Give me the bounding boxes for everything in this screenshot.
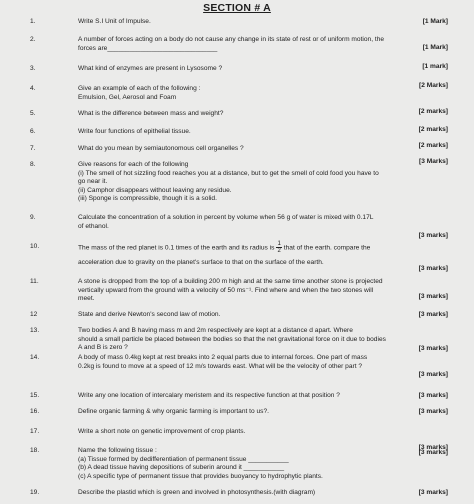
question-marks: [1 mark] <box>422 63 448 70</box>
question-marks: [3 marks] <box>418 449 448 456</box>
question-number: 17. <box>30 428 40 435</box>
question-marks: [3 marks] <box>418 392 448 399</box>
question-number: 19. <box>30 489 40 496</box>
question-text: What kind of enzymes are present in Lysosome ? <box>78 65 223 72</box>
question-marks: [2 marks] <box>418 126 448 133</box>
question-text: Give an example of each of the following : Emulsion, Gel, Aerosol and Foam <box>78 85 201 101</box>
question-text: What do you mean by semiautonomous cell organelles ? <box>78 145 244 152</box>
question-marks: [3 marks] <box>418 444 448 451</box>
section-title: SECTION # A <box>203 2 271 14</box>
question-text: A stone is dropped from the top of a building 200 m high and at the same time another stone is projected vertically upward from the ground with a velocity of 50 ms⁻¹. Find where and when the two stones will meet. <box>78 278 383 303</box>
question-marks: [3 marks] <box>418 489 448 496</box>
question-text: Calculate the concentration of a solution in percent by volume when 56 g of water is mixed with 0.17L of ethanol. <box>78 214 374 230</box>
question-marks: [2 marks] <box>418 142 448 149</box>
question-number: 14. <box>30 354 40 361</box>
question-text: Write four functions of epithelial tissue. <box>78 128 191 135</box>
question-number: 13. <box>30 327 40 334</box>
question-number: 9. <box>30 214 36 221</box>
question-marks: [3 marks] <box>418 311 448 318</box>
question-marks: [3 marks] <box>418 408 448 415</box>
question-marks: [3 Marks] <box>419 158 448 165</box>
question-number: 7. <box>30 145 36 152</box>
question-number: 11. <box>30 278 39 285</box>
question-text: Give reasons for each of the following (i) The smell of hot sizzling food reaches you at a distance, but to get the smell of cold food you have to go near it. (ii) Camphor disappears without leaving any residue. (iii) Sponge is compressible, though it is a solid. <box>78 161 379 203</box>
question-text: What is the difference between mass and weight? <box>78 110 224 117</box>
question-text: Write any one location of intercalary meristem and its respective function at that position ? <box>78 392 340 399</box>
question-number: 5. <box>30 110 36 117</box>
question-number: 12 <box>30 311 38 318</box>
question-text: Name the following tissue : (a) Tissue formed by dedifferentiation of permanent tissue ___________ (b) A dead tissue having depositions of suberin around it ___________ (c) A specific type of permanent tissue that provides buoyancy to hydrophytic plants. <box>78 447 323 480</box>
question-number: 4. <box>30 85 36 92</box>
question-number: 2. <box>30 36 36 43</box>
question-text: Write a short note on genetic improvement of crop plants. <box>78 428 246 435</box>
question-marks: [3 marks] <box>418 265 448 272</box>
question-text: Write S.I Unit of Impulse. <box>78 18 151 25</box>
question-number: 15. <box>30 392 40 399</box>
question-marks: [3 marks] <box>418 371 448 378</box>
question-text: Define organic farming & why organic farming is important to us?. <box>78 408 269 415</box>
fraction-one-half: $\frac{1}{2}$ <box>277 241 281 254</box>
question-text: Two bodies A and B having mass m and 2m respectively are kept at a distance d apart. Where should a small particle be placed between the bodies so that the net gravitational force on it due to bodies A and B is zero ? <box>78 327 386 352</box>
question-text: The mass of the red planet is 0.1 times of the earth and its radius is $\frac{1}{2}$ that of the earth. compare the acceleration due to gravity on the planet's surface to that on the surface of the earth. <box>78 241 371 266</box>
question-marks: [2 marks] <box>418 108 448 115</box>
question-marks: [3 marks] <box>418 345 448 352</box>
question-marks: [3 marks] <box>418 232 448 239</box>
question-text: A body of mass 0.4kg kept at rest breaks into 2 equal parts due to internal forces. One part of mass 0.2kg is found to move at a speed of 12 m/s towards east. What will be the velocity of other part ? <box>78 354 368 370</box>
question-number: 8. <box>30 161 36 168</box>
question-number: 16. <box>30 408 40 415</box>
question-marks: [1 Mark] <box>422 44 448 51</box>
question-number: 18. <box>30 447 40 454</box>
question-number: 3. <box>30 65 36 72</box>
question-text: A number of forces acting on a body do not cause any change in its state of rest or of uniform motion, the forces are______________________________ <box>78 36 385 52</box>
question-number: 6. <box>30 128 36 135</box>
question-marks: [3 marks] <box>418 293 448 300</box>
question-number: 1. <box>30 18 36 25</box>
question-marks: [1 Mark] <box>422 18 448 25</box>
question-text: Describe the plastid which is green and involved in photosynthesis.(with diagram) <box>78 489 316 496</box>
question-marks: [2 Marks] <box>419 82 448 89</box>
question-number: 10. <box>30 243 40 250</box>
question-text: State and derive Newton's second law of motion. <box>78 311 221 318</box>
